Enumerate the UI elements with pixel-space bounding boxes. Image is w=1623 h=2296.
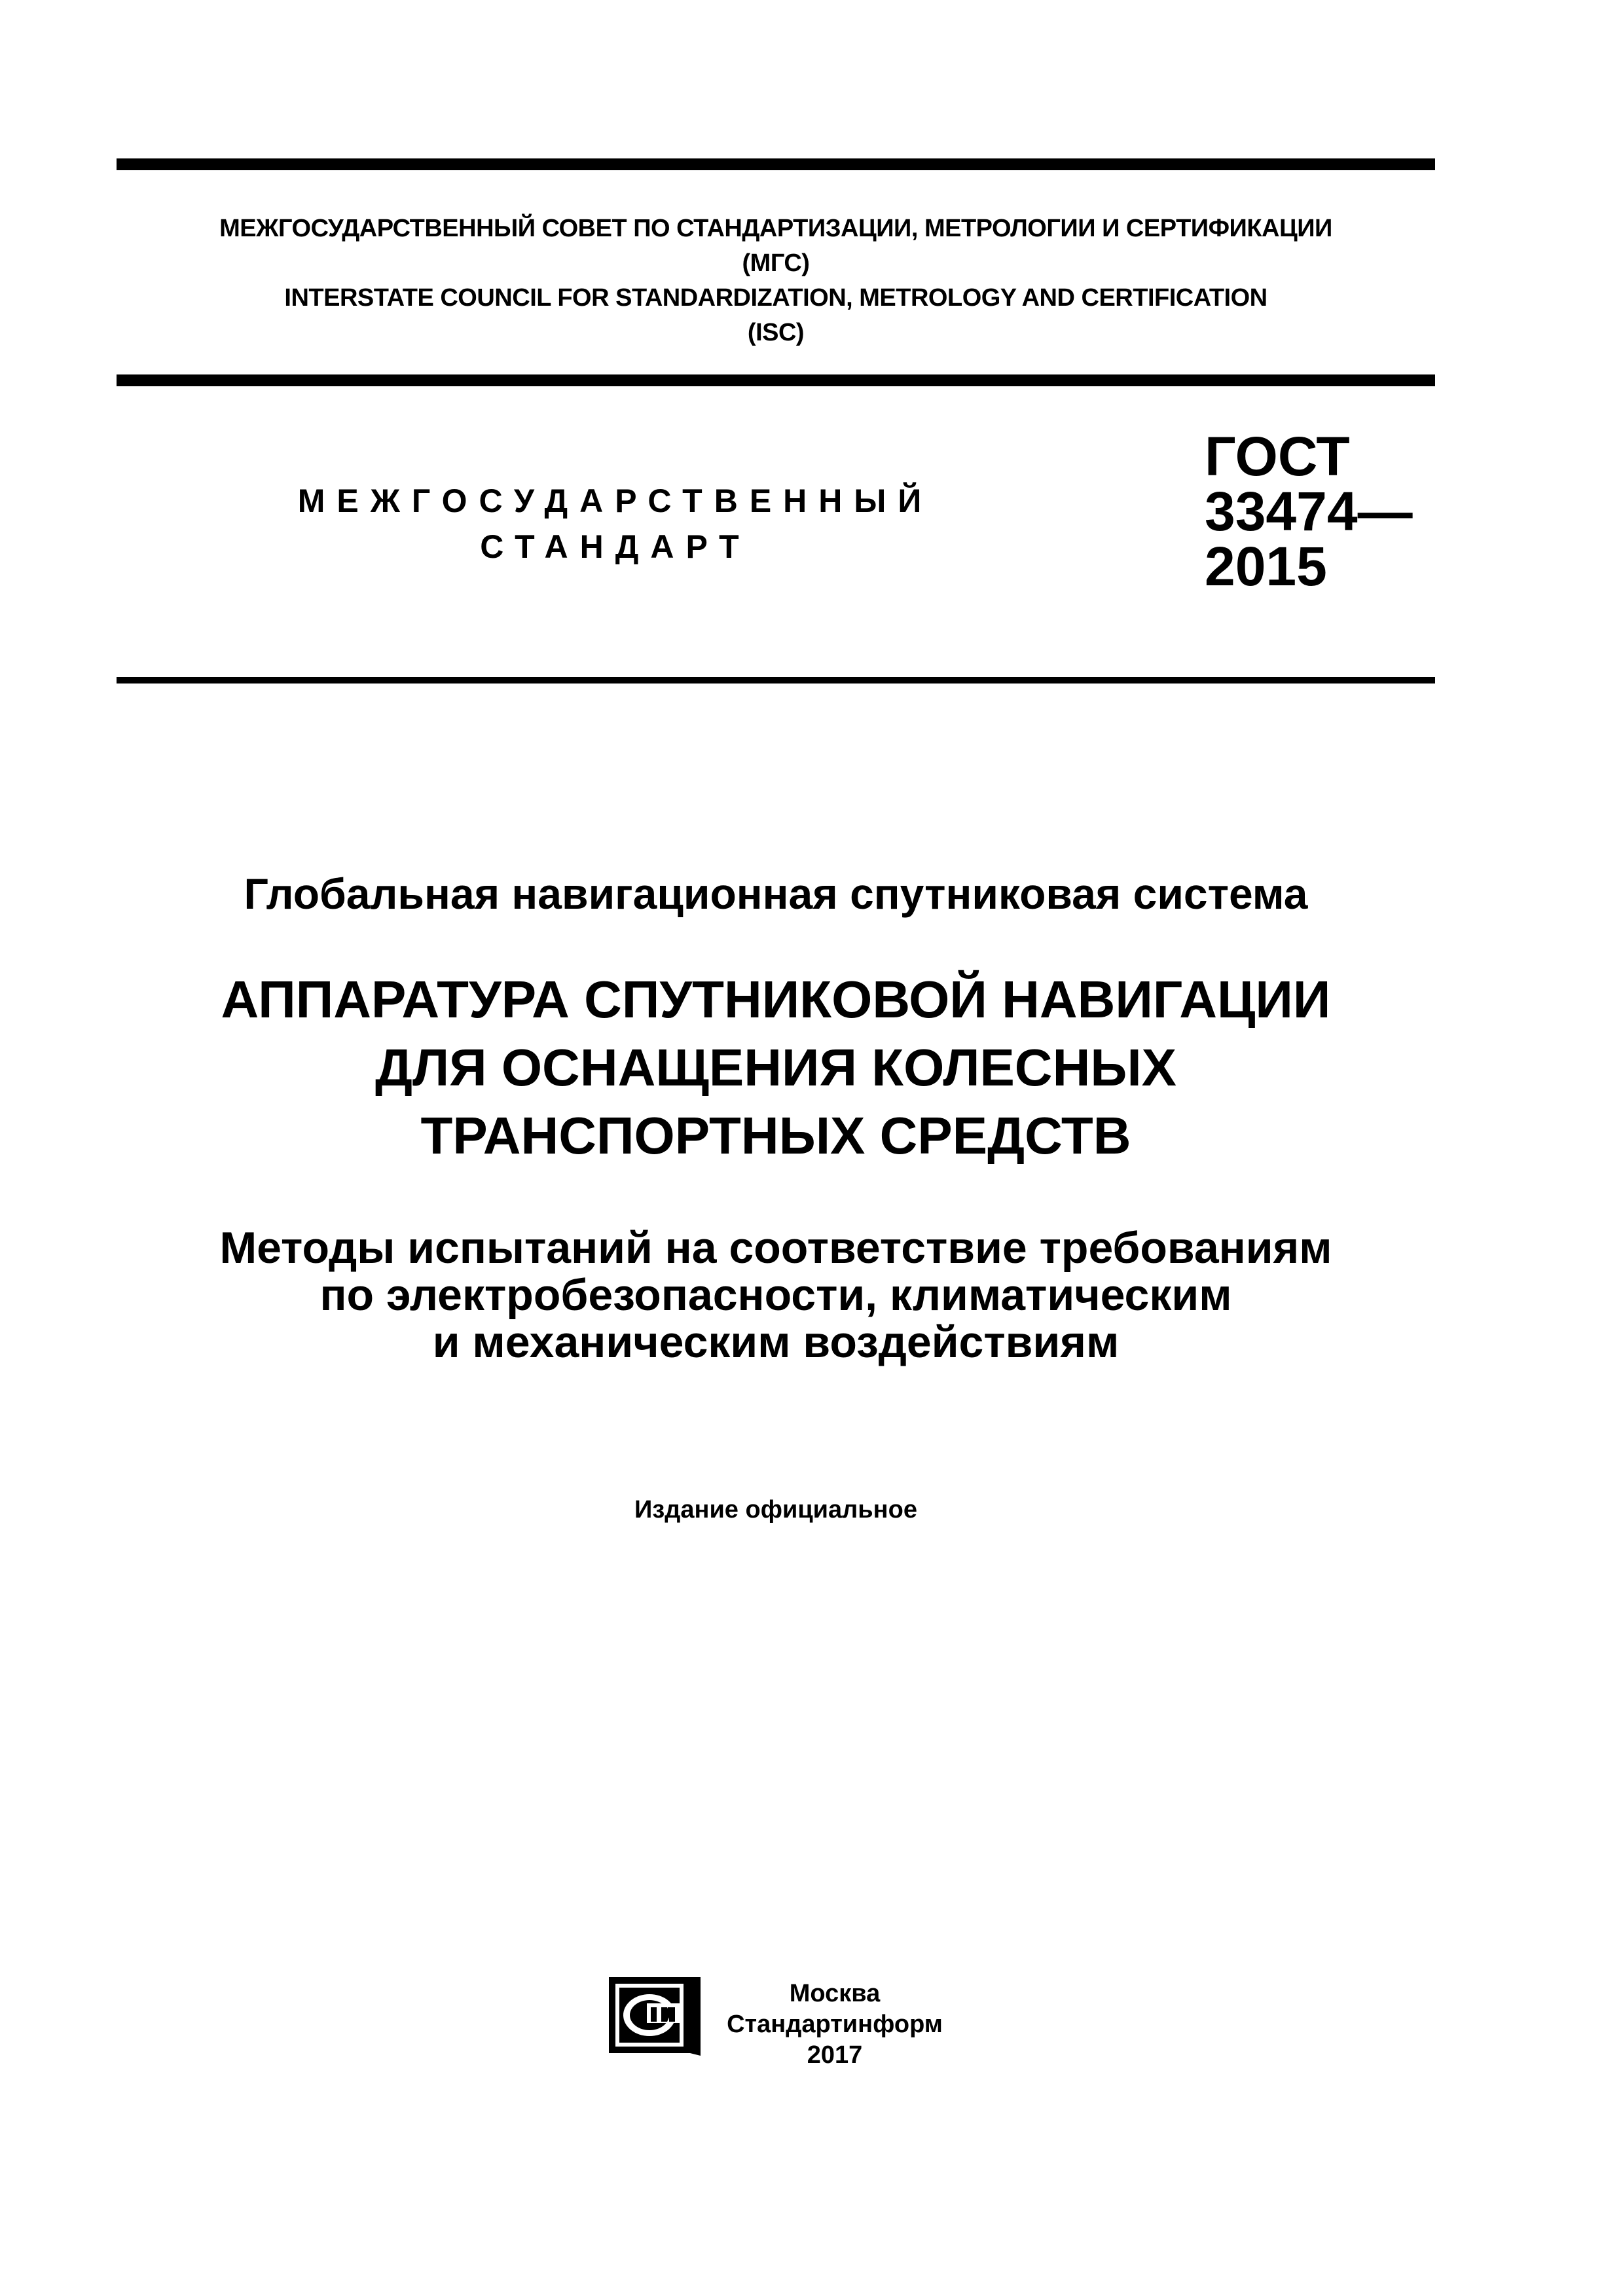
council-name-ru: МЕЖГОСУДАРСТВЕННЫЙ СОВЕТ ПО СТАНДАРТИЗАЦИИ, МЕТРОЛОГИИ И СЕРТИФИКАЦИИ — [219, 215, 1332, 242]
standard-type-line1: МЕЖГОСУДАРСТВЕННЫЙ — [297, 483, 934, 519]
subtitle — [117, 1224, 1435, 1366]
standard-code: ГОСТ — [1205, 426, 1350, 487]
standard-designation — [1205, 426, 1413, 597]
council-abbr-en: (ISC) — [747, 319, 805, 346]
standard-year: 2015 — [1205, 536, 1327, 597]
publisher-imprint — [727, 1978, 943, 2071]
system-title: Глобальная навигационная спутниковая система — [244, 869, 1308, 918]
standard-type-line2: СТАНДАРТ — [480, 528, 751, 565]
publisher-city: Москва — [789, 1980, 881, 2007]
header-bottom-rule — [117, 374, 1435, 386]
standard-number: 33474— — [1205, 481, 1413, 542]
subtitle-line3: и механическим воздействиям — [432, 1317, 1120, 1367]
publisher-name: Стандартинформ — [727, 2011, 943, 2038]
standard-type-label — [288, 478, 943, 570]
council-abbr-ru: (МГС) — [742, 249, 810, 277]
main-title — [117, 966, 1435, 1170]
main-title-line2: ДЛЯ ОСНАЩЕНИЯ КОЛЕСНЫХ — [374, 1038, 1177, 1097]
designation-bottom-rule — [117, 677, 1435, 683]
main-title-line3: ТРАНСПОРТНЫХ СРЕДСТВ — [420, 1106, 1131, 1165]
subtitle-line2: по электробезопасности, климатическим — [319, 1270, 1232, 1320]
main-title-line1: АППАРАТУРА СПУТНИКОВОЙ НАВИГАЦИИ — [221, 970, 1331, 1029]
edition-note: Издание официальное — [634, 1496, 917, 1523]
publication-year: 2017 — [807, 2041, 863, 2069]
council-header — [117, 211, 1435, 350]
council-name-en: INTERSTATE COUNCIL FOR STANDARDIZATION, METROLOGY AND CERTIFICATION — [284, 284, 1267, 312]
subtitle-line1: Методы испытаний на соответствие требованиям — [219, 1223, 1332, 1273]
standartinform-logo-icon — [609, 1977, 701, 2056]
top-rule — [117, 158, 1435, 170]
